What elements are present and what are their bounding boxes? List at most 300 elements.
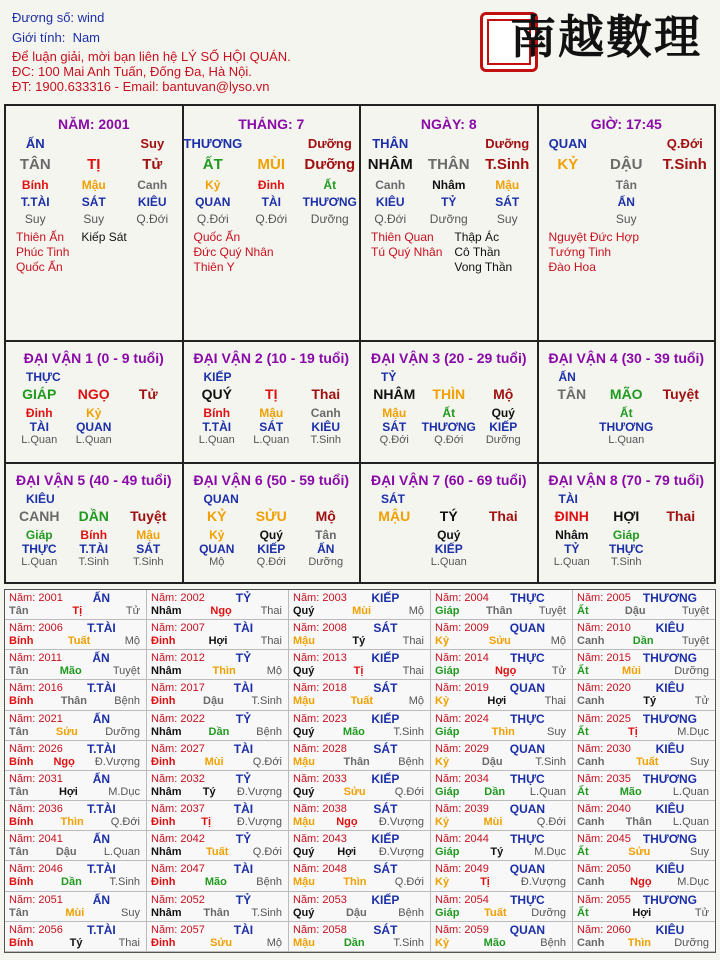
dai-van-grid <box>4 342 716 584</box>
year-body <box>577 635 709 648</box>
year-body <box>293 665 424 678</box>
year-life-stage: Tử <box>694 695 709 708</box>
year-star: KIÊU <box>655 741 685 756</box>
year-cell <box>147 741 289 771</box>
year-branch: Mão <box>619 785 642 798</box>
pillar-stem-branch: MÙI <box>257 156 285 173</box>
dai-van-title: ĐẠI VẬN 1 (0 - 9 tuổi) <box>23 350 164 366</box>
year-star: KIẾP <box>371 651 400 666</box>
year-life-stage: Q.Đới <box>110 816 140 829</box>
year-body <box>9 635 140 648</box>
year-life-stage: T.Sinh <box>393 725 424 738</box>
year-star: KIÊU <box>655 922 685 937</box>
year-life-stage: Bệnh <box>114 695 140 708</box>
year-head <box>9 863 140 876</box>
dai-van-stem-branch: Tuyệt <box>130 508 167 524</box>
dai-van-ten-god <box>545 420 600 434</box>
year-label: Năm: 2023 <box>293 712 347 725</box>
year-branch: Mùi <box>621 665 641 678</box>
ten-god: TỶ <box>441 195 457 209</box>
year-body <box>9 786 140 799</box>
dai-van-stem-branch: ĐINH <box>554 508 589 524</box>
year-stem: Ất <box>577 665 589 678</box>
year-branch: Tị <box>480 876 490 889</box>
year-head <box>435 833 566 846</box>
year-branch: Dậu <box>481 755 503 768</box>
year-body <box>293 605 424 618</box>
year-branch: Tý <box>352 635 366 648</box>
dai-van-ten-god <box>654 542 709 556</box>
dai-van-ten-god: SÁT <box>259 420 284 434</box>
year-life-stage: Thai <box>260 605 282 617</box>
year-star: ẤN <box>92 892 111 907</box>
year-body <box>293 786 424 799</box>
dai-van-stem-branch: GIÁP <box>22 386 57 402</box>
year-life-stage: Tuyệt <box>681 635 709 648</box>
year-branch: Dậu <box>203 695 224 708</box>
year-stem: Quý <box>293 846 315 859</box>
stars-list-1 <box>549 230 640 275</box>
life-stage: Suy <box>24 212 46 226</box>
four-pillars <box>4 104 716 342</box>
dai-van-ten-god: T.TÀI <box>202 420 232 434</box>
year-star: T.TÀI <box>87 621 116 636</box>
hidden-stem: Mậu <box>81 178 106 192</box>
year-branch: Hợi <box>337 846 357 859</box>
year-life-stage: L.Quan <box>103 846 140 859</box>
year-cell <box>431 590 573 620</box>
address: ĐC: 100 Mai Anh Tuấn, Đống Đa, Hà Nội. <box>12 64 252 79</box>
year-head <box>435 682 566 695</box>
year-star: ẤN <box>92 771 111 786</box>
year-branch: Hợi <box>632 906 652 919</box>
dai-van-hidden: Mậu <box>382 406 407 420</box>
dai-van-life-stage: T.Sinh <box>78 556 110 568</box>
year-life-stage: Mộ <box>266 665 282 678</box>
year-head <box>435 592 566 605</box>
dai-van-grid-body <box>12 386 176 448</box>
pillar-star <box>597 136 656 154</box>
year-cell <box>147 590 289 620</box>
pillar-main-star-row <box>184 136 360 154</box>
year-label: Năm: 2018 <box>293 682 347 695</box>
year-life-stage: Dưỡng <box>531 906 566 919</box>
year-star: QUAN <box>509 802 546 817</box>
year-cell <box>573 590 715 620</box>
dai-van-title: ĐẠI VẬN 5 (40 - 49 tuổi) <box>15 472 172 488</box>
dai-van-star: TỶ <box>381 370 397 384</box>
year-stem: Canh <box>577 816 605 829</box>
dai-van-title: ĐẠI VẬN 6 (50 - 59 tuổi) <box>193 472 350 488</box>
year-branch: Thân <box>486 605 513 617</box>
year-body <box>151 937 282 950</box>
year-body <box>151 605 282 618</box>
year-life-stage: Suy <box>690 846 709 859</box>
dai-van-hidden: Đinh <box>25 406 53 420</box>
year-body <box>435 816 566 829</box>
year-branch: Sửu <box>55 725 78 738</box>
year-life-stage: Dưỡng <box>105 725 140 738</box>
year-stem: Giáp <box>435 906 460 919</box>
year-body <box>435 605 566 618</box>
year-cell <box>147 831 289 861</box>
year-branch: Mùi <box>352 605 372 617</box>
year-cell <box>5 711 147 741</box>
pillar-star: QUAN <box>548 136 587 151</box>
life-stage: Q.Đới <box>136 212 169 226</box>
dai-van-hidden: Quý <box>491 406 515 420</box>
year-label: Năm: 2052 <box>151 893 205 906</box>
year-head <box>577 803 709 816</box>
pillar-stem-branch: TÂN <box>19 156 51 173</box>
year-branch: Tuất <box>350 695 374 708</box>
year-cell <box>573 801 715 831</box>
dai-van-ten-god: T.TÀI <box>79 542 109 556</box>
year-stem: Kỷ <box>435 695 450 708</box>
stars-list-2 <box>81 230 126 245</box>
year-branch: Thân <box>203 906 230 919</box>
year-stem: Đinh <box>151 816 176 829</box>
year-body <box>151 726 282 739</box>
year-head <box>293 803 424 816</box>
year-body <box>293 726 424 739</box>
year-life-stage: Thai <box>260 635 282 648</box>
year-life-stage: Tử <box>694 906 709 919</box>
pillar-stem-branch: Tử <box>142 156 163 173</box>
pillar-star: Suy <box>140 136 165 151</box>
year-body <box>151 756 282 769</box>
year-branch: Thìn <box>212 665 236 678</box>
year-cell <box>147 620 289 650</box>
dai-van-cell <box>539 464 715 584</box>
stars-list-1 <box>371 230 442 260</box>
year-body <box>435 756 566 769</box>
year-life-stage: Đ.Vượng <box>236 816 282 829</box>
dai-van-cell <box>361 464 539 584</box>
year-body <box>577 846 709 859</box>
year-stem: Ất <box>577 906 589 919</box>
pillar-star: Dưỡng <box>485 136 530 151</box>
year-stem: Canh <box>577 695 605 708</box>
dai-van-stem-branch: SỬU <box>255 508 287 524</box>
pillar-hidden-stem-row <box>361 178 537 193</box>
star-name: Tướng Tinh <box>548 245 612 259</box>
year-head <box>151 894 282 907</box>
year-star: QUAN <box>509 862 546 877</box>
year-life-stage: Đ.Vượng <box>378 816 424 829</box>
pillar-star: Q.Đới <box>666 136 703 151</box>
pillar-column <box>6 106 184 340</box>
pillar-life-stage-row <box>184 212 360 227</box>
dai-van-stem-branch: QUÝ <box>201 386 232 402</box>
dai-van-ten-god: QUAN <box>76 420 112 434</box>
dai-van-ten-god: THỰC <box>21 542 57 556</box>
dai-van-life-stage <box>121 434 176 448</box>
year-branch: Dần <box>484 785 506 798</box>
year-life-stage: Đ.Vượng <box>94 755 140 768</box>
year-body <box>151 665 282 678</box>
dai-van-hidden <box>545 406 600 420</box>
year-life-stage: Đ.Vượng <box>520 876 566 889</box>
year-body <box>9 937 140 950</box>
year-cell <box>5 741 147 771</box>
dai-van-life-stage: L.Quan <box>253 434 290 446</box>
year-life-stage: Tuyệt <box>112 665 140 678</box>
dai-van-ten-god <box>121 420 176 434</box>
year-cell <box>573 771 715 801</box>
dai-van-hidden <box>121 406 176 420</box>
year-label: Năm: 2059 <box>435 923 489 936</box>
year-body <box>9 907 140 920</box>
year-stem: Quý <box>293 725 315 738</box>
dai-van-star: TÀI <box>558 492 578 506</box>
year-body <box>435 635 566 648</box>
year-label: Năm: 2006 <box>9 622 63 635</box>
dai-van-hidden: Bính <box>203 406 231 420</box>
pillar-title: NGÀY: 8 <box>420 116 477 132</box>
year-label: Năm: 2047 <box>151 863 205 876</box>
dai-van-life-stage: Q.Đới <box>256 556 286 568</box>
year-head <box>293 713 424 726</box>
year-stem: Mậu <box>293 635 315 648</box>
dai-van-star: ẤN <box>558 370 576 384</box>
pillar-star: ẤN <box>25 136 45 151</box>
year-stem: Quý <box>293 906 315 919</box>
year-label: Năm: 2056 <box>9 923 63 936</box>
year-life-stage: Q.Đới <box>394 785 424 798</box>
pillar-stem-branch-row <box>6 156 182 176</box>
year-label: Năm: 2032 <box>151 772 205 785</box>
year-body <box>435 726 566 739</box>
dai-van-hidden: Ất <box>442 406 456 420</box>
year-branch: Mùi <box>204 755 224 768</box>
year-branch: Tý <box>490 846 504 859</box>
dai-van-cell <box>539 342 715 462</box>
dai-van-life-stage: L.Quan <box>21 556 58 568</box>
dai-van-ten-god: KIẾP <box>434 542 463 556</box>
dai-van-cell <box>6 342 184 462</box>
year-cell <box>431 680 573 710</box>
year-cell <box>573 741 715 771</box>
year-branch: Mão <box>59 665 82 678</box>
year-star: THƯƠNG <box>642 711 697 726</box>
year-label: Năm: 2038 <box>293 803 347 816</box>
dai-van-stem-branch: DẦN <box>78 508 109 524</box>
year-cell <box>147 922 289 952</box>
year-stem: Nhâm <box>151 605 182 617</box>
year-star: T.TÀI <box>87 922 116 937</box>
year-head <box>9 682 140 695</box>
year-star: KIẾP <box>371 832 400 847</box>
dai-van-stem-branch: CANH <box>19 508 60 524</box>
year-stem: Giáp <box>435 846 460 859</box>
dai-van-stem-branch: TỊ <box>265 386 278 402</box>
year-body <box>9 846 140 859</box>
dai-van-hidden: Bính <box>80 528 108 542</box>
year-stem: Canh <box>577 936 605 949</box>
stars-list-1 <box>194 230 274 275</box>
year-body <box>9 876 140 889</box>
year-star: THƯƠNG <box>642 591 697 605</box>
year-head <box>151 833 282 846</box>
year-stem: Giáp <box>435 605 460 617</box>
year-body <box>577 937 709 950</box>
dai-van-ten-god: KIẾP <box>257 542 286 556</box>
year-star: KIÊU <box>655 681 685 696</box>
year-star: THƯƠNG <box>642 892 697 907</box>
year-body <box>9 665 140 678</box>
dai-van-grid-body <box>12 508 176 570</box>
year-stem: Quý <box>293 665 315 678</box>
pillar-stem-branch: ẤT <box>202 156 223 173</box>
year-life-stage: M.Dục <box>677 725 709 738</box>
year-head <box>577 592 709 605</box>
pillar-star <box>65 136 124 154</box>
life-stage: Suy <box>496 212 518 226</box>
dai-van-stem-branch: HỢI <box>613 508 640 524</box>
year-star: T.TÀI <box>87 741 116 756</box>
year-life-stage: Mộ <box>408 605 424 617</box>
life-stage: Q.Đới <box>255 212 288 226</box>
year-branch: Dần <box>632 635 654 648</box>
year-star: THƯƠNG <box>642 651 697 666</box>
year-star: SÁT <box>373 862 398 877</box>
year-stem: Nhâm <box>151 665 182 678</box>
dai-van-title: ĐẠI VẬN 2 (10 - 19 tuổi) <box>193 350 350 366</box>
year-stem: Đinh <box>151 876 176 889</box>
dai-van-cell <box>6 464 184 584</box>
year-body <box>9 756 140 769</box>
year-star: TÀI <box>233 922 254 937</box>
year-branch: Dần <box>208 725 230 738</box>
dai-van-hidden: Kỷ <box>209 528 225 542</box>
dai-van-hidden <box>654 406 709 420</box>
year-life-stage: Thai <box>402 665 424 678</box>
year-head <box>9 652 140 665</box>
hidden-stem: Canh <box>375 178 406 192</box>
dai-van-hidden: Kỷ <box>86 406 102 420</box>
year-body <box>9 816 140 829</box>
year-head <box>151 743 282 756</box>
year-branch: Dần <box>343 936 365 949</box>
dai-van-life-stage: Mộ <box>209 556 225 568</box>
year-head <box>9 924 140 937</box>
year-cell <box>289 680 431 710</box>
year-label: Năm: 2017 <box>151 682 205 695</box>
year-body <box>577 605 709 618</box>
dai-van-ten-god: KIẾP <box>489 420 518 434</box>
year-label: Năm: 2055 <box>577 893 631 906</box>
year-branch: Tị <box>628 725 638 738</box>
year-life-stage: Q.Đới <box>252 755 282 768</box>
year-body <box>293 695 424 708</box>
year-stem: Ất <box>577 785 589 798</box>
year-cell <box>431 861 573 891</box>
pillar-stars <box>194 230 286 275</box>
hidden-stem: Tân <box>615 178 637 192</box>
pillar-ten-god-row <box>184 195 360 210</box>
year-branch: Thìn <box>343 876 367 889</box>
star-name: Đức Quý Nhân <box>193 245 274 259</box>
year-branch: Tuất <box>67 635 91 648</box>
year-life-stage: Đ.Vượng <box>378 846 424 859</box>
dai-van-ten-god: THƯƠNG <box>421 420 476 434</box>
year-stem: Nhâm <box>151 906 182 919</box>
dai-van-ten-god: THỰC <box>608 542 644 556</box>
year-cell <box>147 861 289 891</box>
year-life-stage: Dưỡng <box>674 665 709 678</box>
hidden-stem <box>656 178 715 193</box>
gender-line <box>12 30 100 46</box>
year-star: T.TÀI <box>87 681 116 696</box>
year-life-stage: L.Quan <box>672 785 709 798</box>
year-body <box>293 876 424 889</box>
year-stem: Đinh <box>151 635 176 648</box>
year-body <box>435 937 566 950</box>
year-label: Năm: 2053 <box>293 893 347 906</box>
dai-van-stem-branch: Mộ <box>315 508 336 524</box>
year-label: Năm: 2009 <box>435 622 489 635</box>
year-stem: Giáp <box>435 665 460 678</box>
dai-van-ten-god <box>654 420 709 434</box>
year-branch: Hợi <box>487 695 507 708</box>
dai-van-life-stage <box>654 434 709 448</box>
pillar-column <box>184 106 362 340</box>
year-label: Năm: 2004 <box>435 592 489 604</box>
year-stem: Bính <box>9 635 34 648</box>
dai-van-row <box>6 342 714 464</box>
year-star: TÀI <box>233 621 254 636</box>
dai-van-star: THỰC <box>26 370 61 384</box>
ten-god <box>539 195 598 210</box>
year-star: QUAN <box>509 922 546 937</box>
year-life-stage: T.Sinh <box>393 936 424 949</box>
pillar-title: THÁNG: 7 <box>238 116 305 132</box>
year-head <box>9 713 140 726</box>
year-cell <box>573 892 715 922</box>
dai-van-row <box>6 464 714 584</box>
pillar-stem-branch: Dưỡng <box>304 156 356 173</box>
pillar-life-stage-row <box>361 212 537 227</box>
year-stem: Nhâm <box>151 846 182 859</box>
dai-van-title: ĐẠI VẬN 8 (70 - 79 tuổi) <box>548 472 705 488</box>
year-label: Năm: 2013 <box>293 652 347 665</box>
year-life-stage: L.Quan <box>529 785 566 798</box>
pillar-star: THƯƠNG <box>183 136 243 151</box>
year-head <box>435 622 566 635</box>
dai-van-star: KIẾP <box>203 370 232 384</box>
year-branch: Ngọ <box>630 876 652 889</box>
year-life-stage: T.Sinh <box>535 755 566 768</box>
year-branch: Thìn <box>60 816 84 829</box>
year-body <box>151 876 282 889</box>
year-life-stage: Bệnh <box>256 876 282 889</box>
year-body <box>577 876 709 889</box>
pillar-stars <box>371 230 512 275</box>
year-label: Năm: 2001 <box>9 592 63 604</box>
dai-van-life-stage: Q.Đới <box>434 434 464 446</box>
ten-god: KIÊU <box>137 195 167 209</box>
year-head <box>9 743 140 756</box>
year-star: SÁT <box>373 621 398 636</box>
brand-logo <box>480 6 706 76</box>
year-head <box>435 652 566 665</box>
year-life-stage: Mộ <box>124 635 140 648</box>
year-star: QUAN <box>509 681 546 696</box>
year-label: Năm: 2020 <box>577 682 631 695</box>
year-cell <box>5 620 147 650</box>
year-stem: Bính <box>9 816 34 829</box>
